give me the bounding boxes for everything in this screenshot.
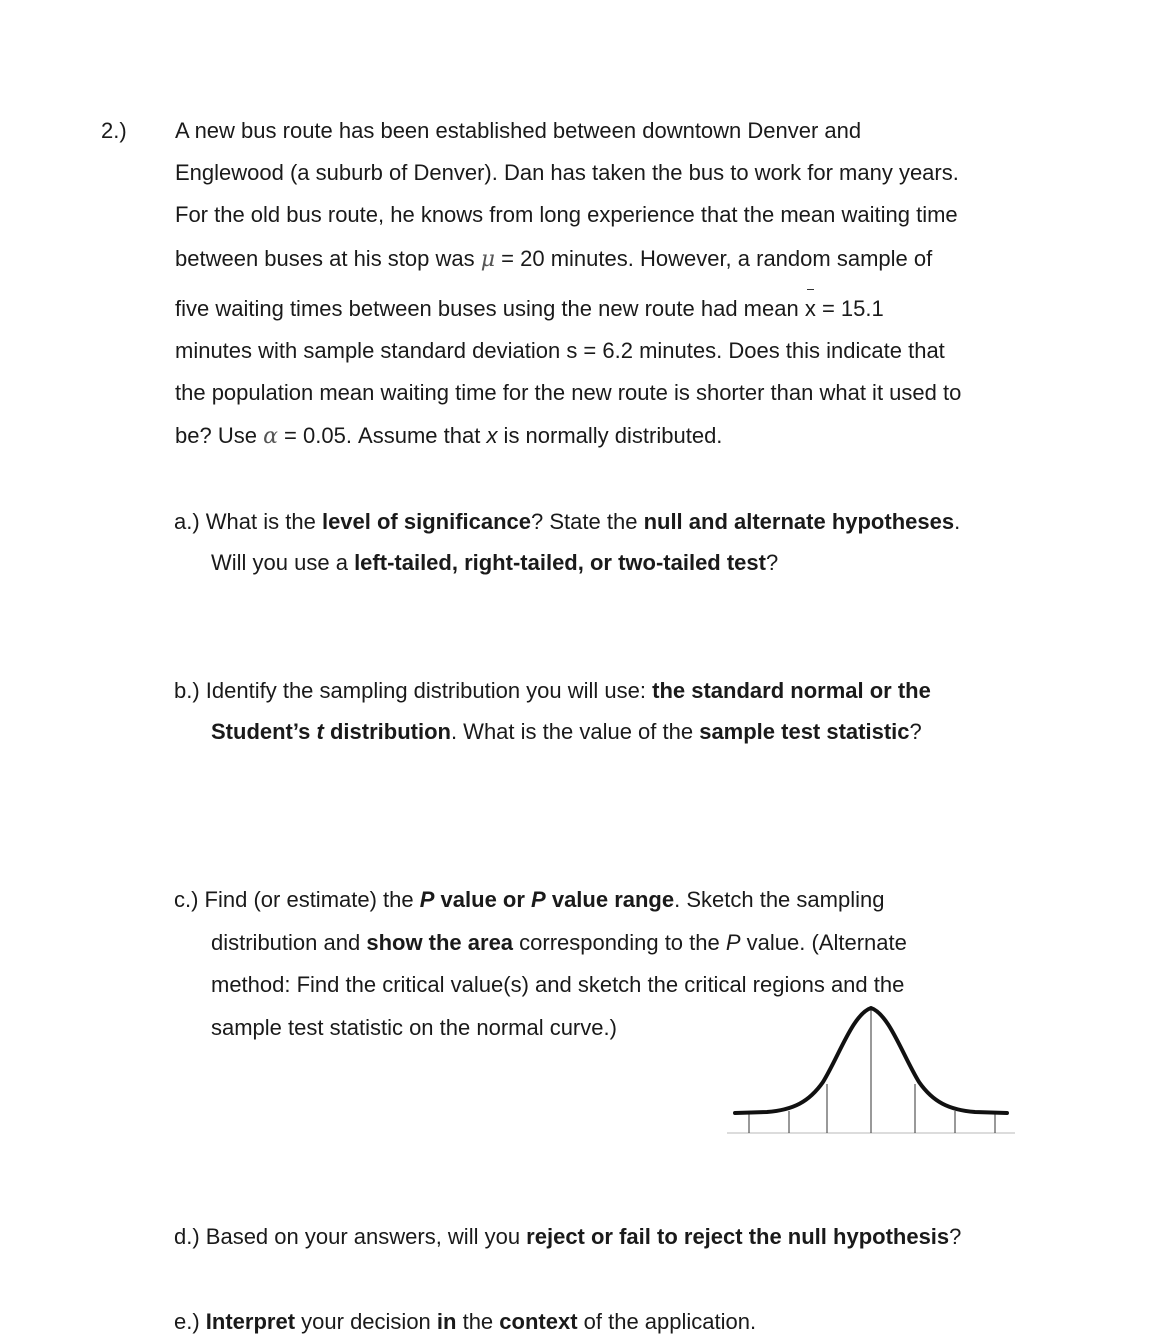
part-a-line-1: a.) What is the level of significance? State the null and alternate hypotheses. xyxy=(174,509,961,534)
statement-line-5: five waiting times between buses using the new route had mean x = 15.1 xyxy=(175,296,884,321)
mu-symbol: μ xyxy=(480,247,496,272)
part-c-line-2: distribution and show the area corresponding to the P value. (Alternate xyxy=(211,930,907,955)
alpha-symbol: α xyxy=(263,424,278,449)
part-c-line-4: sample test statistic on the normal curve.) xyxy=(211,1015,617,1040)
part-b-line-1: b.) Identify the sampling distribution you will use: the standard normal or the xyxy=(174,678,931,703)
statement-line-1: A new bus route has been established between downtown Denver and xyxy=(175,118,862,143)
statement-line-4: between buses at his stop was μ = 20 minutes. However, a random sample of xyxy=(175,246,933,272)
part-b-line-2: Student’s t distribution. What is the value of the sample test statistic? xyxy=(211,719,922,744)
problem-number: 2.) xyxy=(101,118,127,143)
statement-line-3: For the old bus route, he knows from long experience that the mean waiting time xyxy=(175,202,958,227)
statement-line-7: the population mean waiting time for the new route is shorter than what it used to xyxy=(175,380,962,405)
part-d-line-1: d.) Based on your answers, will you reject or fail to reject the null hypothesis? xyxy=(174,1224,962,1249)
statement-line-8: be? Use α = 0.05. Assume that x is normally distributed. xyxy=(175,423,723,449)
part-c-line-3: method: Find the critical value(s) and sketch the critical regions and the xyxy=(211,972,905,997)
part-e-line-1: e.) Interpret your decision in the context of the application. xyxy=(174,1309,757,1334)
part-a-line-2: Will you use a left-tailed, right-tailed, or two-tailed test? xyxy=(211,550,779,575)
x-bar-symbol: x xyxy=(804,296,816,321)
normal-curve-diagram xyxy=(727,1002,1017,1137)
part-c-line-1: c.) Find (or estimate) the P value or P value range. Sketch the sampling xyxy=(174,887,885,912)
statement-line-6: minutes with sample standard deviation s = 6.2 minutes. Does this indicate that xyxy=(175,338,945,363)
statement-line-2: Englewood (a suburb of Denver). Dan has taken the bus to work for many years. xyxy=(175,160,959,185)
